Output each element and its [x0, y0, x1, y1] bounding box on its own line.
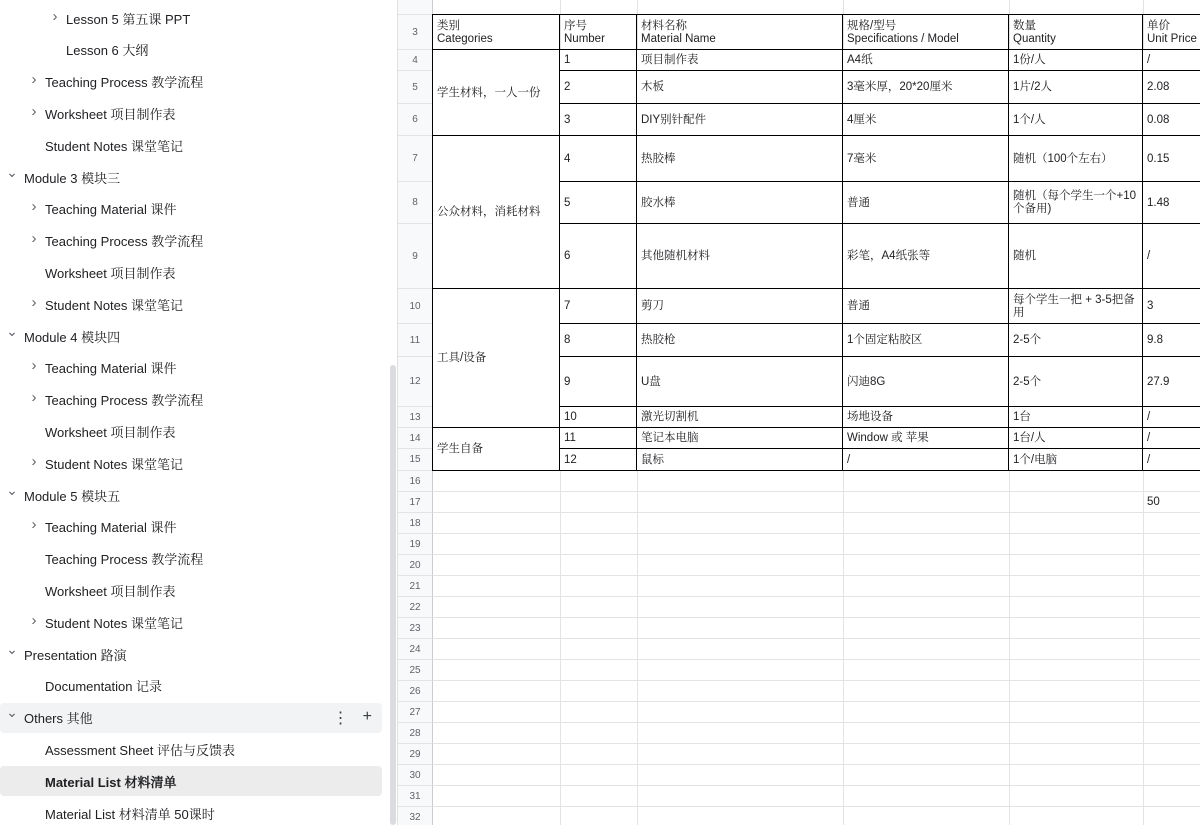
row-number[interactable]: 11	[398, 324, 433, 357]
total-cell[interactable]: 50	[1147, 496, 1160, 508]
table-cell[interactable]: 2-5个	[1009, 324, 1143, 357]
header-en: Material Name	[641, 32, 716, 45]
row-number[interactable]: 30	[398, 765, 433, 786]
row-number[interactable]: 27	[398, 702, 433, 723]
row-number[interactable]: 7	[398, 136, 433, 182]
table-cell[interactable]: 项目制作表	[637, 50, 843, 71]
cell-border	[433, 470, 1200, 471]
gridline	[433, 659, 1200, 660]
sidebar-item[interactable]	[0, 67, 382, 97]
row-number[interactable]: 23	[398, 618, 433, 639]
gridline	[433, 491, 1200, 492]
gridline	[433, 638, 1200, 639]
chevron-right-icon[interactable]: ›	[31, 516, 37, 534]
sidebar-item[interactable]	[0, 639, 382, 669]
chevron-right-icon[interactable]: ›	[31, 293, 37, 311]
table-cell[interactable]: 5	[560, 182, 637, 224]
header-zh: 规格/型号	[847, 19, 897, 32]
table-cell[interactable]: 随机	[1009, 224, 1143, 289]
table-cell[interactable]: 场地设备	[843, 407, 1009, 428]
table-cell[interactable]: 8	[560, 324, 637, 357]
table-cell[interactable]: 普通	[843, 289, 1009, 324]
sidebar-item[interactable]	[0, 321, 382, 351]
cell-border	[560, 223, 1200, 224]
gridline	[433, 806, 1200, 807]
more-options-icon[interactable]: ⋮	[332, 709, 349, 727]
sidebar-item[interactable]	[0, 448, 382, 478]
row-number[interactable]: 16	[398, 471, 433, 492]
table-cell[interactable]: /	[1143, 224, 1200, 289]
table-cell[interactable]: Window 或 苹果	[843, 428, 1009, 449]
sidebar-item[interactable]	[0, 130, 382, 160]
sidebar-item-label: Teaching Process 教学流程	[45, 75, 204, 91]
table-cell[interactable]: 剪刀	[637, 289, 843, 324]
sidebar-item-label: Module 4 模块四	[24, 329, 121, 345]
row-number[interactable]: 17	[398, 492, 433, 513]
table-cell[interactable]: 激光切割机	[637, 407, 843, 428]
sidebar-item[interactable]	[0, 512, 382, 542]
sidebar-item-label: Assessment Sheet 评估与反馈表	[45, 742, 235, 758]
sidebar-item-label: Worksheet 项目制作表	[45, 106, 176, 122]
sidebar-item-label: Material List 材料清单	[45, 774, 177, 790]
sidebar-item[interactable]	[0, 766, 382, 796]
sidebar-item[interactable]	[0, 671, 382, 701]
header-zh: 序号	[564, 19, 587, 32]
sidebar-item[interactable]	[0, 416, 382, 446]
row-number[interactable]: 21	[398, 576, 433, 597]
sidebar-item-label: Teaching Process 教学流程	[45, 552, 204, 568]
table-cell[interactable]: /	[1143, 428, 1200, 449]
chevron-right-icon[interactable]: ›	[31, 611, 37, 629]
sidebar-item-label: Teaching Material 课件	[45, 202, 177, 218]
sidebar-item[interactable]	[0, 734, 382, 764]
cell-border	[560, 181, 1200, 182]
table-cell[interactable]: 1个/人	[1009, 104, 1143, 136]
row-number[interactable]: 9	[398, 224, 433, 289]
row-number[interactable]: 24	[398, 639, 433, 660]
table-cell[interactable]: 4	[560, 136, 637, 182]
table-cell[interactable]: 1份/人	[1009, 50, 1143, 71]
header-zh: 数量	[1013, 19, 1036, 32]
chevron-right-icon[interactable]: ›	[31, 102, 37, 120]
row-number[interactable]	[398, 0, 433, 15]
row-number[interactable]: 12	[398, 357, 433, 407]
sidebar-item-label: Worksheet 项目制作表	[45, 265, 176, 281]
sidebar-item[interactable]	[0, 353, 382, 383]
row-number[interactable]: 19	[398, 534, 433, 555]
gridline	[433, 617, 1200, 618]
sidebar-item[interactable]	[0, 703, 382, 733]
gridline	[433, 512, 1200, 513]
table-cell[interactable]: 1台/人	[1009, 428, 1143, 449]
table-cell[interactable]: 其他随机材料	[637, 224, 843, 289]
gridline	[433, 533, 1200, 534]
table-cell[interactable]: 彩笔，A4纸张等	[843, 224, 1009, 289]
row-number[interactable]: 3	[398, 15, 433, 50]
cell-border	[432, 14, 433, 471]
sidebar-item[interactable]	[0, 798, 382, 825]
gridline	[433, 785, 1200, 786]
header-en: Specifications / Model	[847, 32, 959, 45]
sidebar-item[interactable]	[0, 257, 382, 287]
chevron-right-icon[interactable]: ›	[31, 452, 37, 470]
add-page-icon[interactable]: +	[362, 707, 372, 725]
table-cell[interactable]: 7毫米	[843, 136, 1009, 182]
sidebar-item-label: Teaching Material 课件	[45, 361, 177, 377]
table-cell[interactable]: 笔记本电脑	[637, 428, 843, 449]
gridline	[433, 596, 1200, 597]
cell-border	[1142, 14, 1143, 471]
cell-border	[560, 103, 1200, 104]
spreadsheet-grid	[398, 0, 1200, 825]
table-cell[interactable]: 10	[560, 407, 637, 428]
column-header[interactable]	[433, 15, 560, 50]
sidebar-item-label: Material List 材料清单 50课时	[45, 806, 215, 822]
table-cell[interactable]: 0.08	[1143, 104, 1200, 136]
sidebar-item[interactable]	[0, 575, 382, 605]
chevron-down-icon[interactable]: ⌄	[6, 163, 18, 180]
table-cell[interactable]: 鼠标	[637, 449, 843, 471]
table-cell[interactable]: /	[1143, 50, 1200, 71]
chevron-right-icon[interactable]: ›	[52, 7, 58, 25]
category-cell[interactable]: 学生自备	[433, 428, 560, 471]
header-en: Unit Price	[1147, 32, 1197, 45]
sidebar-item[interactable]	[0, 480, 382, 510]
header-zh: 单价	[1147, 19, 1170, 32]
column-header[interactable]	[1009, 15, 1143, 50]
table-cell[interactable]: 胶水棒	[637, 182, 843, 224]
table-cell[interactable]: 3毫米厚，20*20厘米	[843, 71, 1009, 104]
sidebar-item[interactable]	[0, 385, 382, 415]
gridline	[433, 743, 1200, 744]
row-number[interactable]: 31	[398, 786, 433, 807]
header-en: Number	[564, 32, 605, 45]
sidebar-item-label: Lesson 5 第五课 PPT	[66, 11, 191, 27]
sidebar-item[interactable]	[0, 607, 382, 637]
table-cell[interactable]: 3	[1143, 289, 1200, 324]
table-cell[interactable]: 热胶棒	[637, 136, 843, 182]
chevron-down-icon[interactable]: ⌄	[6, 322, 18, 339]
column-header[interactable]	[1143, 15, 1200, 50]
sidebar-item-label: Others 其他	[24, 711, 93, 727]
row-number[interactable]: 6	[398, 104, 433, 136]
sidebar-item-label: Student Notes 课堂笔记	[45, 615, 183, 631]
gridline	[433, 764, 1200, 765]
table-cell[interactable]: /	[1143, 407, 1200, 428]
cell-border	[433, 14, 1200, 15]
header-zh: 材料名称	[641, 19, 687, 32]
table-cell[interactable]: 1台	[1009, 407, 1143, 428]
chevron-right-icon[interactable]: ›	[31, 71, 37, 89]
sidebar-item-label: Student Notes 课堂笔记	[45, 297, 183, 313]
table-cell[interactable]: 木板	[637, 71, 843, 104]
header-en: Categories	[437, 32, 493, 45]
cell-border	[560, 70, 1200, 71]
sidebar-item[interactable]	[0, 194, 382, 224]
table-cell[interactable]: 1片/2人	[1009, 71, 1143, 104]
header-zh: 类别	[437, 19, 460, 32]
table-cell[interactable]: 随机（每个学生一个+10个备用)	[1009, 182, 1143, 224]
gridline	[433, 680, 1200, 681]
chevron-down-icon[interactable]: ⌄	[6, 481, 18, 498]
table-cell[interactable]: 闪迪8G	[843, 357, 1009, 407]
row-number[interactable]: 8	[398, 182, 433, 224]
table-cell[interactable]: 每个学生一把 + 3-5把备用	[1009, 289, 1143, 324]
cell-border	[842, 14, 843, 471]
category-cell[interactable]: 学生材料，一人一份	[433, 50, 560, 136]
gridline	[433, 554, 1200, 555]
chevron-right-icon[interactable]: ›	[31, 389, 37, 407]
row-number[interactable]: 32	[398, 807, 433, 825]
sidebar-item[interactable]	[0, 544, 382, 574]
cell-border	[433, 135, 1200, 136]
cell-border	[433, 49, 1200, 50]
header-en: Quantity	[1013, 32, 1056, 45]
table-cell[interactable]: 热胶枪	[637, 324, 843, 357]
table-cell[interactable]: 2	[560, 71, 637, 104]
table-cell[interactable]: 1	[560, 50, 637, 71]
category-cell[interactable]: 工具/设备	[433, 289, 560, 428]
sidebar-item[interactable]	[0, 162, 382, 192]
sidebar-item[interactable]	[0, 3, 382, 33]
chevron-down-icon[interactable]: ⌄	[6, 704, 18, 721]
table-cell[interactable]: 4厘米	[843, 104, 1009, 136]
sidebar-item[interactable]	[0, 98, 382, 128]
chevron-right-icon[interactable]: ›	[31, 230, 37, 248]
table-cell[interactable]: 2-5个	[1009, 357, 1143, 407]
row-number[interactable]: 22	[398, 597, 433, 618]
table-cell[interactable]: 9	[560, 357, 637, 407]
cell-border	[433, 427, 1200, 428]
table-cell[interactable]: 1.48	[1143, 182, 1200, 224]
row-number[interactable]: 15	[398, 449, 433, 471]
gridline	[433, 722, 1200, 723]
sidebar-item[interactable]	[0, 35, 382, 65]
sidebar-item-label: Teaching Process 教学流程	[45, 393, 204, 409]
table-cell[interactable]: 11	[560, 428, 637, 449]
sidebar-item-label: Lesson 6 大纲	[66, 43, 149, 59]
table-cell[interactable]: 0.15	[1143, 136, 1200, 182]
chevron-right-icon[interactable]: ›	[31, 357, 37, 375]
sidebar-item-label: Teaching Material 课件	[45, 520, 177, 536]
row-number[interactable]: 10	[398, 289, 433, 324]
cell-border	[560, 406, 1200, 407]
gridline	[433, 575, 1200, 576]
table-cell[interactable]: 27.9	[1143, 357, 1200, 407]
table-cell[interactable]: /	[1143, 449, 1200, 471]
cell-border	[560, 323, 1200, 324]
gridline	[433, 701, 1200, 702]
table-cell[interactable]: 3	[560, 104, 637, 136]
sidebar-item-label: Worksheet 项目制作表	[45, 424, 176, 440]
cell-border	[636, 14, 637, 471]
cell-border	[559, 14, 560, 471]
chevron-down-icon[interactable]: ⌄	[6, 640, 18, 657]
column-header[interactable]	[560, 15, 637, 50]
sidebar-item[interactable]	[0, 289, 382, 319]
table-cell[interactable]: 12	[560, 449, 637, 471]
table-cell[interactable]: 1个固定粘胶区	[843, 324, 1009, 357]
sidebar-nav	[0, 0, 392, 825]
table-cell[interactable]: U盘	[637, 357, 843, 407]
table-cell[interactable]: A4纸	[843, 50, 1009, 71]
table-cell[interactable]: 随机（100个左右）	[1009, 136, 1143, 182]
table-cell[interactable]: 普通	[843, 182, 1009, 224]
row-number[interactable]: 26	[398, 681, 433, 702]
row-number[interactable]: 4	[398, 50, 433, 71]
sidebar-item-label: Worksheet 项目制作表	[45, 583, 176, 599]
row-number[interactable]: 18	[398, 513, 433, 534]
table-cell[interactable]: DIY别针配件	[637, 104, 843, 136]
sidebar-item-label: Module 5 模块五	[24, 488, 121, 504]
sidebar-item[interactable]	[0, 226, 382, 256]
cell-border	[560, 356, 1200, 357]
cell-border	[560, 448, 1200, 449]
sidebar-item-label: Module 3 模块三	[24, 170, 121, 186]
row-number[interactable]: 20	[398, 555, 433, 576]
table-cell[interactable]: /	[843, 449, 1009, 471]
row-number[interactable]: 29	[398, 744, 433, 765]
cell-border	[1008, 14, 1009, 471]
sidebar-item-label: Teaching Process 教学流程	[45, 234, 204, 250]
sidebar-item-label: Documentation 记录	[45, 679, 163, 695]
table-cell[interactable]: 6	[560, 224, 637, 289]
table-cell[interactable]: 1个/电脑	[1009, 449, 1143, 471]
table-cell[interactable]: 2.08	[1143, 71, 1200, 104]
row-number[interactable]: 14	[398, 428, 433, 449]
sidebar-scrollbar[interactable]	[390, 365, 396, 825]
chevron-right-icon[interactable]: ›	[31, 198, 37, 216]
row-number[interactable]: 5	[398, 71, 433, 104]
sidebar-item-label: Student Notes 课堂笔记	[45, 138, 183, 154]
row-number[interactable]: 13	[398, 407, 433, 428]
sidebar-item-label: Presentation 路演	[24, 647, 127, 663]
item-actions	[333, 708, 372, 728]
table-cell[interactable]: 7	[560, 289, 637, 324]
row-number[interactable]: 25	[398, 660, 433, 681]
sidebar-item-label: Student Notes 课堂笔记	[45, 456, 183, 472]
cell-border	[433, 288, 1200, 289]
table-cell[interactable]: 9.8	[1143, 324, 1200, 357]
category-cell[interactable]: 公众材料，消耗材料	[433, 136, 560, 289]
column-header[interactable]	[637, 15, 843, 50]
column-header[interactable]	[843, 15, 1009, 50]
row-number[interactable]: 28	[398, 723, 433, 744]
